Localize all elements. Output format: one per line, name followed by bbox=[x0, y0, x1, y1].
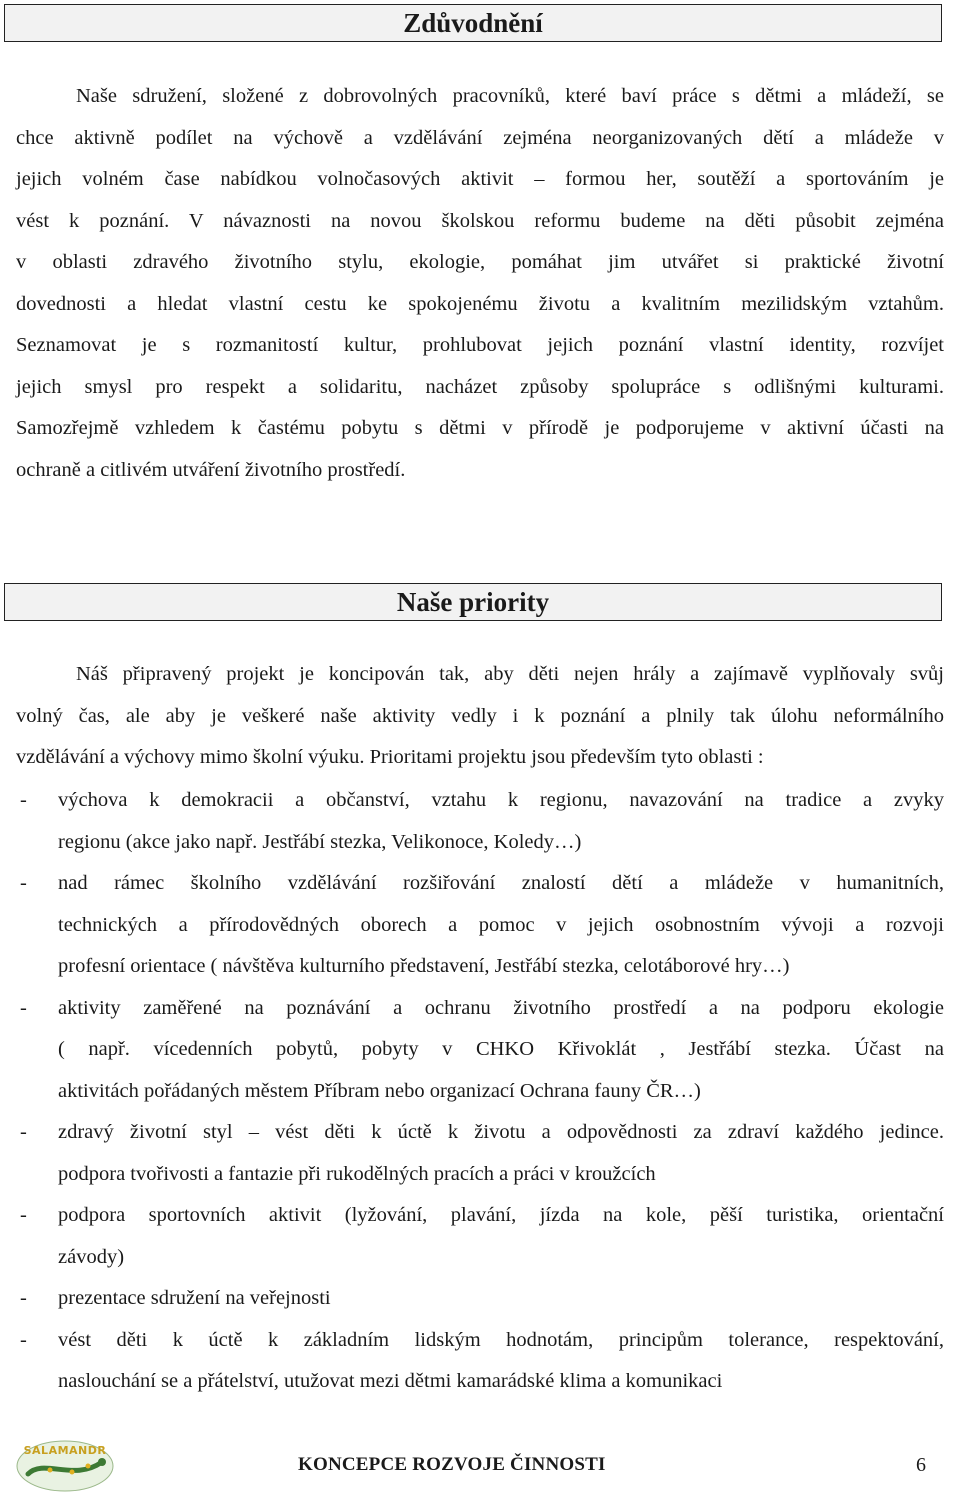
justification-paragraph bbox=[16, 76, 944, 491]
text-line: aktivitách pořádaných městem Příbram nebo organizací Ochrana fauny ČR…) bbox=[58, 1079, 701, 1102]
text-line: dovednosti a hledat vlastní cestu ke spokojenému životu a kvalitním mezilidským vztahům. bbox=[16, 292, 944, 315]
text-line: výchova k demokracii a občanství, vztahu k regionu, navazování na tradice a zvyky bbox=[58, 789, 944, 811]
list-item-text bbox=[58, 1278, 944, 1320]
text-line: Náš připravený projekt je koncipován tak, aby děti nejen hrály a zajímavě vyplňovaly svůj bbox=[76, 663, 944, 685]
list-bullet-dash: - bbox=[20, 1328, 27, 1351]
text-line: regionu (akce jako např. Jestřábí stezka, Velikonoce, Koledy…) bbox=[58, 830, 582, 853]
list-item bbox=[16, 863, 944, 988]
page-number: 6 bbox=[916, 1454, 926, 1476]
list-item-text bbox=[58, 1112, 944, 1195]
text-line: aktivity zaměřené na poznávání a ochranu životního prostředí a na podporu ekologie bbox=[58, 996, 944, 1019]
text-line: nad rámec školního vzdělávání rozšiřování znalostí dětí a mládeže v humanitních, bbox=[58, 872, 944, 894]
list-item bbox=[16, 1195, 944, 1278]
text-line: naslouchání se a přátelství, utužovat mezi dětmi kamarádské klima a komunikaci bbox=[58, 1370, 723, 1392]
text-line: prezentace sdružení na veřejnosti bbox=[58, 1287, 331, 1309]
list-bullet-dash: - bbox=[20, 1287, 27, 1309]
text-line: vést k poznání. V návaznosti na novou školskou reformu budeme na děti působit zejména bbox=[16, 209, 944, 232]
priorities-intro-paragraph bbox=[16, 654, 944, 779]
text-line: vzdělávání a výchovy mimo školní výuku. Prioritami projektu jsou především tyto oblasti : bbox=[16, 746, 764, 768]
list-bullet-dash: - bbox=[20, 996, 27, 1019]
section-title-priority: Naše priority bbox=[4, 583, 942, 621]
text-line: Naše sdružení, složené z dobrovolných pracovníků, které baví práce s dětmi a mládeží, se bbox=[76, 85, 944, 107]
text-line: ochraně a citlivém utváření životního prostředí. bbox=[16, 458, 406, 481]
text-line: jejich volném čase nabídkou volnočasových aktivit – formou her, soutěží a sportováním je bbox=[16, 168, 944, 190]
list-item bbox=[16, 1278, 944, 1320]
text-line: Seznamovat je s rozmanitostí kultur, prohlubovat jejich poznání vlastní identity, rozvíjet bbox=[16, 334, 944, 356]
list-item-text bbox=[58, 780, 944, 863]
text-line: chce aktivně podílet na výchově a vzdělávání zejména neorganizovaných dětí a mládeže v bbox=[16, 126, 944, 149]
list-bullet-dash: - bbox=[20, 1204, 27, 1226]
text-line: volný čas, ale aby je veškeré naše aktivity vedly i k poznání a plnily tak úlohu neformálního bbox=[16, 704, 944, 727]
text-line: jejich smysl pro respekt a solidaritu, nacházet způsoby spolupráce s odlišnými kulturami. bbox=[16, 375, 944, 398]
text-line: technických a přírodovědných oborech a pomoc v jejich osobnostním vývoji a rozvoji bbox=[58, 913, 944, 936]
list-item-text bbox=[58, 988, 944, 1113]
list-bullet-dash: - bbox=[20, 789, 27, 811]
list-item bbox=[16, 1320, 944, 1403]
list-item-text bbox=[58, 1320, 944, 1403]
text-line: Samozřejmě vzhledem k častému pobytu s dětmi v přírodě je podporujeme v aktivní účasti na bbox=[16, 417, 944, 439]
list-item-text bbox=[58, 1195, 944, 1278]
text-line: podpora sportovních aktivit (lyžování, plavání, jízda na kole, pěší turistika, orientační bbox=[58, 1204, 944, 1226]
list-bullet-dash: - bbox=[20, 872, 27, 894]
text-line: podpora tvořivosti a fantazie při rukodělných pracích a práci v kroužcích bbox=[58, 1162, 656, 1185]
text-line: zdravý životní styl – vést děti k úctě k životu a odpovědnosti za zdraví každého jedince. bbox=[58, 1121, 944, 1143]
list-item-text bbox=[58, 863, 944, 988]
salamandr-logo bbox=[14, 1436, 116, 1494]
list-item bbox=[16, 1112, 944, 1195]
text-line: profesní orientace ( návštěva kulturního představení, Jestřábí stezka, celotáborové hry…) bbox=[58, 955, 790, 977]
svg-text:SALAMANDR: SALAMANDR bbox=[23, 1444, 107, 1457]
text-line: ( např. vícedenních pobytů, pobyty v CHKO Křivoklát , Jestřábí stezka. Účast na bbox=[58, 1038, 944, 1060]
section-title-zduvodneni: Zdůvodnění bbox=[4, 4, 942, 42]
priorities-list bbox=[16, 780, 944, 1403]
text-line: vést děti k úctě k základním lidským hodnotám, principům tolerance, respektování, bbox=[58, 1328, 944, 1351]
footer-title: KONCEPCE ROZVOJE ČINNOSTI bbox=[298, 1454, 606, 1475]
list-item bbox=[16, 988, 944, 1113]
text-line: v oblasti zdravého životního stylu, ekologie, pomáhat jim utvářet si praktické životní bbox=[16, 251, 944, 273]
text-line: závody) bbox=[58, 1245, 125, 1268]
list-bullet-dash: - bbox=[20, 1121, 27, 1143]
list-item bbox=[16, 780, 944, 863]
